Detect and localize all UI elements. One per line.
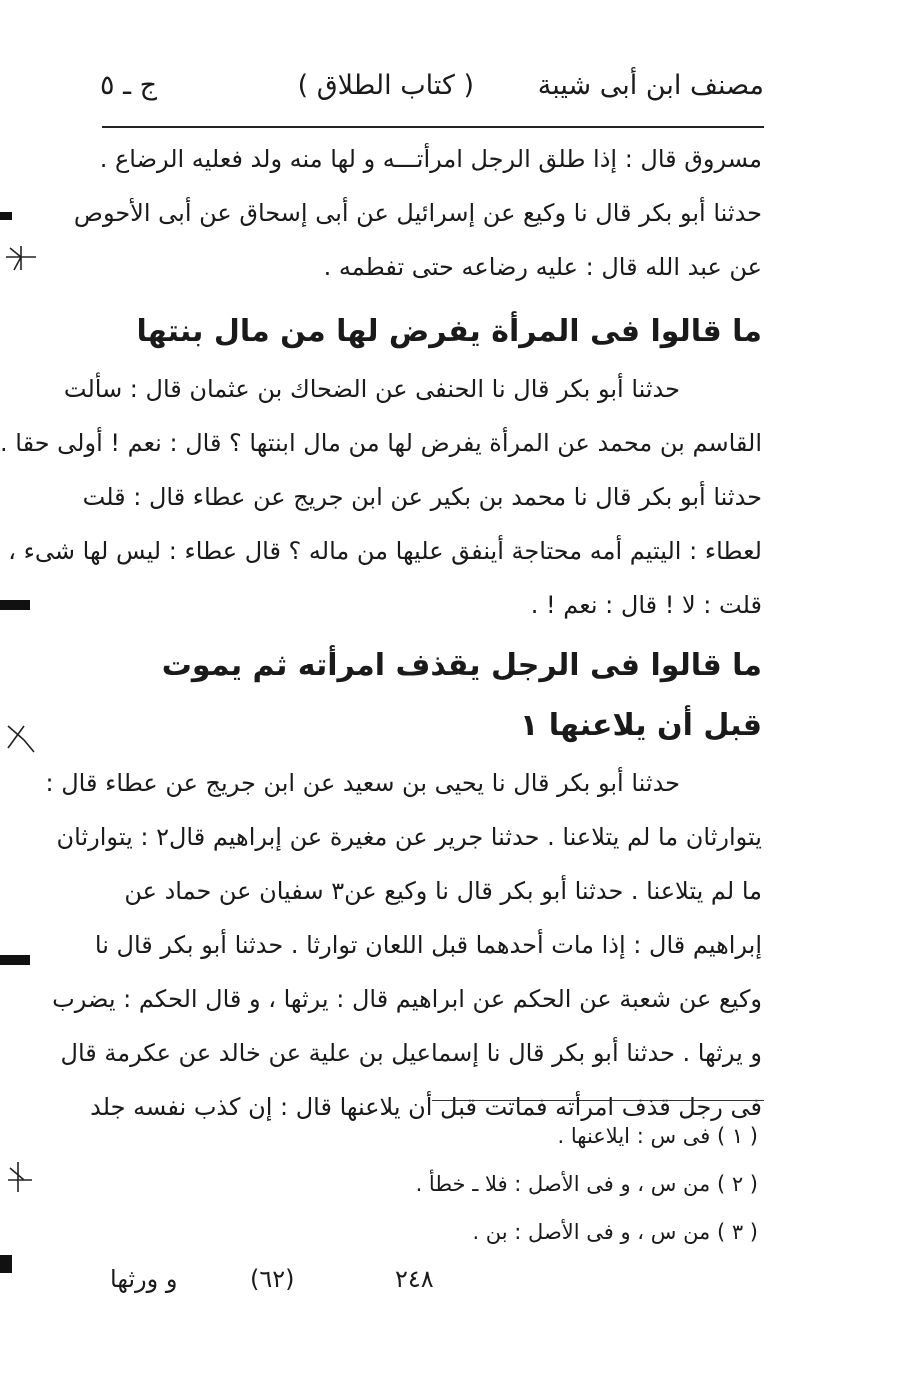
text-line: حدثنا أبو بكر قال نا الحنفى عن الضحاك بن عثمان قال : سألت: [63, 375, 680, 403]
footnote-rule: [432, 1100, 764, 1101]
section-heading-continued: قبل أن يلاعنها ١: [519, 708, 762, 743]
margin-crosshair-icon: [4, 720, 38, 754]
footnote: ( ٣ ) من س ، و فى الأصل : بن .: [472, 1220, 758, 1244]
catchword: و ورثها: [110, 1265, 178, 1293]
page-number: ٢٤٨: [395, 1265, 434, 1293]
main-text: [0, 132, 762, 1134]
margin-mark: [0, 955, 30, 965]
header-rule: [102, 126, 764, 128]
book-title: مصنف ابن أبى شيبة: [537, 70, 764, 101]
footnote: ( ١ ) فى س : ايلاعنها .: [557, 1124, 758, 1148]
text-line: وكيع عن شعبة عن الحكم عن ابراهيم قال : يرثها ، و قال الحكم : يضرب: [52, 985, 762, 1013]
margin-crosshair-icon: [4, 1160, 38, 1194]
text-line: حدثنا أبو بكر قال نا وكيع عن إسرائيل عن أبى إسحاق عن أبى الأحوص: [73, 199, 762, 227]
text-line: حدثنا أبو بكر قال نا يحيى بن سعيد عن ابن جريج عن عطاء قال :: [45, 769, 680, 797]
text-line: فى رجل قذف امرأته فماتت قبل أن يلاعنها قال : إن كذب نفسه جلد: [90, 1093, 762, 1121]
section-heading: ما قالوا فى المرأة يفرض لها من مال بنتها: [136, 314, 762, 349]
page-footer: [100, 1265, 764, 1305]
section-heading: ما قالوا فى الرجل يقذف امرأته ثم يموت: [161, 648, 762, 683]
text-line: يتوارثان ما لم يتلاعنا . حدثنا جرير عن مغيرة عن إبراهيم قال٢ : يتوارثان: [56, 823, 762, 851]
text-line: إبراهيم قال : إذا مات أحدهما قبل اللعان توارثا . حدثنا أبو بكر قال نا: [94, 931, 762, 959]
text-line: عن عبد الله قال : عليه رضاعه حتى تفطمه .: [323, 253, 762, 281]
margin-mark: [0, 1255, 12, 1273]
text-line: مسروق قال : إذا طلق الرجل امرأتـــه و لها منه ولد فعليه الرضاع .: [99, 145, 762, 173]
footnotes: [416, 1112, 758, 1256]
text-line: ما لم يتلاعنا . حدثنا أبو بكر قال نا وكيع عن٣ سفيان عن حماد عن: [124, 877, 762, 905]
text-line: قلت : لا ! قال : نعم ! .: [530, 591, 762, 619]
text-line: القاسم بن محمد عن المرأة يفرض لها من مال ابنتها ؟ قال : نعم ! أولى حقا .: [0, 429, 762, 457]
running-header: [100, 70, 764, 120]
text-line: و يرثها . حدثنا أبو بكر قال نا إسماعيل بن علية عن خالد عن عكرمة قال: [60, 1039, 762, 1067]
margin-mark: [0, 212, 12, 220]
margin-crosshair-icon: [4, 240, 38, 274]
footnote: ( ٢ ) من س ، و فى الأصل : فلا ـ خطأ .: [415, 1172, 758, 1196]
volume-label: ج ـ ٥: [100, 70, 158, 101]
signature-mark: (٦٢): [250, 1265, 295, 1293]
chapter-title: ( كتاب الطلاق ): [297, 70, 474, 101]
text-line: لعطاء : اليتيم أمه محتاجة أينفق عليها من ماله ؟ قال عطاء : ليس لها شىء ،: [8, 537, 762, 565]
text-line: حدثنا أبو بكر قال نا محمد بن بكير عن ابن جريج عن عطاء قال : قلت: [82, 483, 762, 511]
margin-mark: [0, 600, 30, 610]
